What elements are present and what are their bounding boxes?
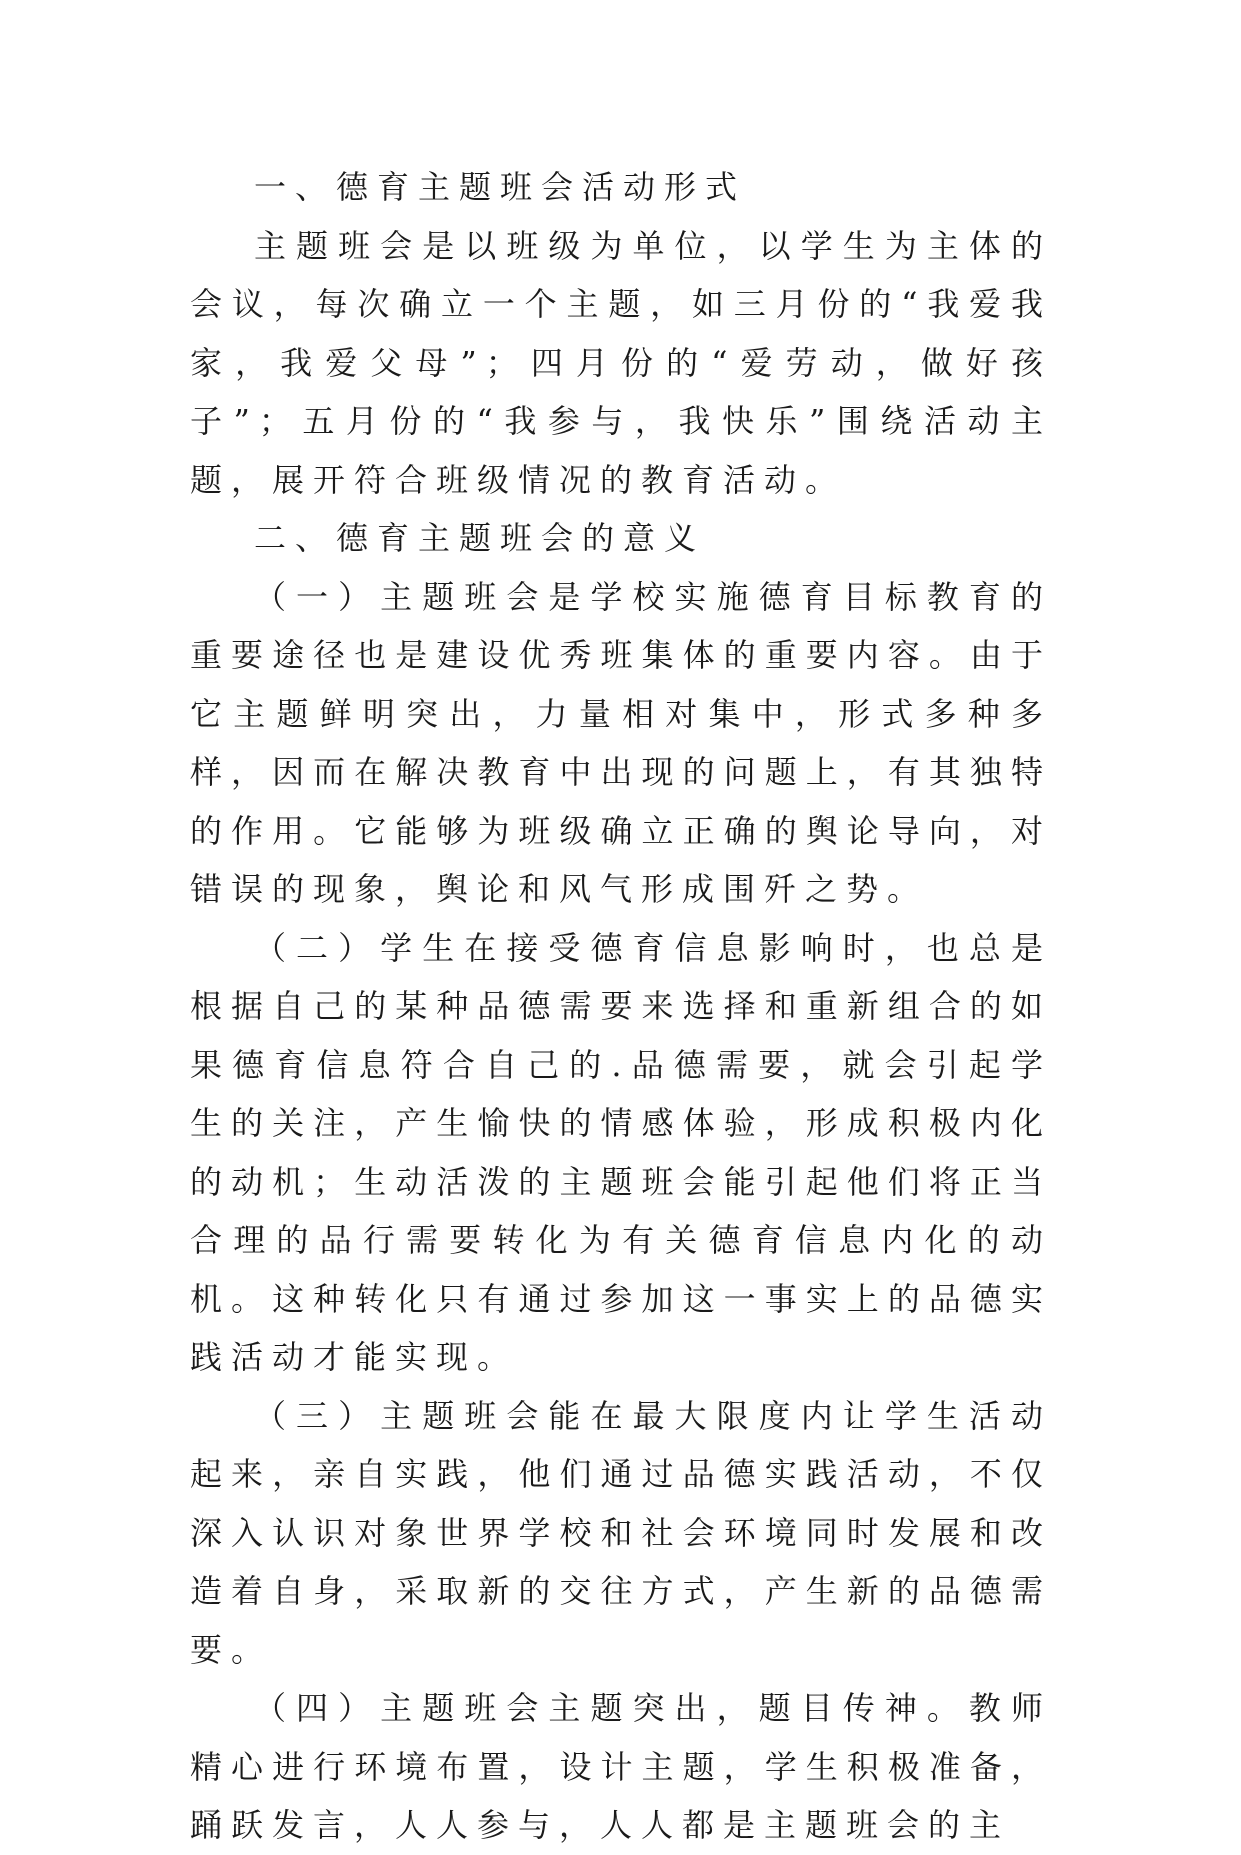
paragraph-activity-form: 主题班会是以班级为单位，以学生为主体的会议，每次确立一个主题，如三月份的“我爱我家，我爱父母”；四月份的“爱劳动，做好孩子”；五月份的“我参与，我快乐”围绕活动主题，展开符合班级情况的教育活动。 — [190, 226, 1052, 499]
section-heading-1: 一、德育主题班会活动形式 — [254, 168, 747, 206]
section-heading-2: 二、德育主题班会的意义 — [254, 519, 706, 557]
paragraph-point-2: （二）学生在接受德育信息影响时，也总是根据自己的某种品德需要来选择和重新组合的如果德育信息符合自己的.品德需要，就会引起学生的关注，产生愉快的情感体验，形成积极内化的动机；生动活泼的主题班会能引起他们将正当合理的品行需要转化为有关德育信息内化的动机。这种转化只有通过参加这一事实上的品德实践活动才能实现。 — [190, 928, 1052, 1376]
paragraph-point-4: （四）主题班会主题突出，题目传神。教师精心进行环境布置，设计主题，学生积极准备，踊跃发言，人人参与，人人都是主题班会的主 — [190, 1689, 1052, 1844]
document-body — [190, 158, 1052, 1855]
paragraph-point-1: （一）主题班会是学校实施德育目标教育的重要途径也是建设优秀班集体的重要内容。由于它主题鲜明突出，力量相对集中，形式多种多样，因而在解决教育中出现的问题上，有其独特的作用。它能够为班级确立正确的舆论导向，对错误的现象，舆论和风气形成围歼之势。 — [190, 577, 1052, 908]
paragraph-point-3: （三）主题班会能在最大限度内让学生活动起来，亲自实践，他们通过品德实践活动，不仅深入认识对象世界学校和社会环境同时发展和改造着自身，采取新的交往方式，产生新的品德需要。 — [190, 1396, 1052, 1669]
